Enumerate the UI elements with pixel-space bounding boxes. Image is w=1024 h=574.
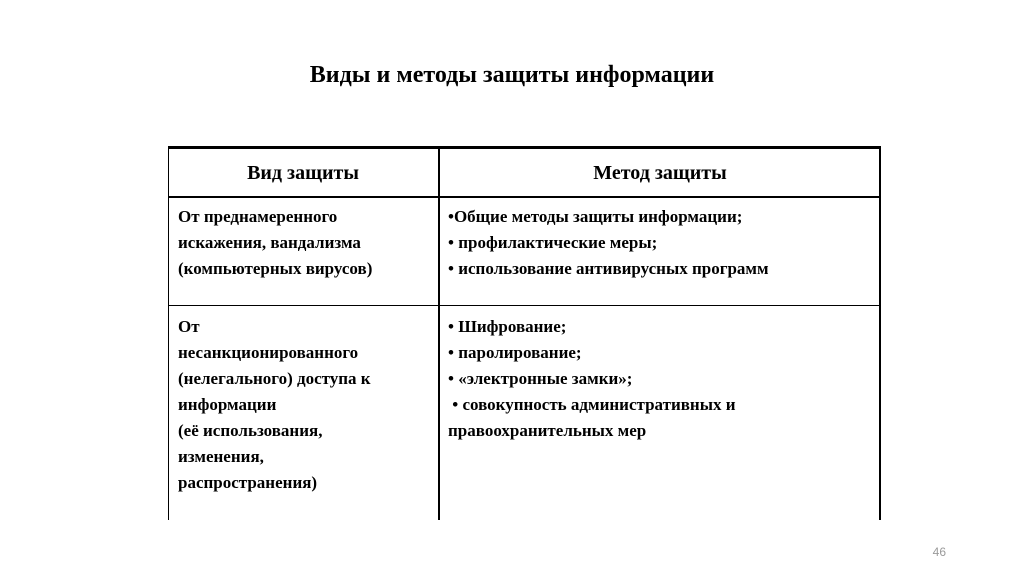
table-top-border — [168, 146, 880, 149]
cell-line: • использование антивирусных программ — [448, 259, 769, 278]
table-column-divider — [438, 146, 440, 520]
table-cell-row1-method — [448, 204, 769, 282]
protection-table — [168, 146, 880, 520]
cell-line: (её использования, — [178, 421, 323, 440]
cell-line: • профилактические меры; — [448, 233, 658, 252]
cell-line: • паролирование; — [448, 343, 582, 362]
page-number: 46 — [932, 545, 946, 559]
table-row-border — [168, 305, 880, 306]
table-right-border — [879, 146, 881, 520]
cell-line: распространения) — [178, 473, 318, 492]
cell-line: (компьютерных вирусов) — [178, 259, 373, 278]
table-cell-row2-method — [448, 314, 736, 444]
cell-line: изменения, — [178, 447, 264, 466]
cell-line: правоохранительных мер — [448, 421, 647, 440]
cell-line: информации — [178, 395, 277, 414]
column-header-method: Метод защиты — [593, 162, 727, 184]
slide-title: Виды и методы защиты информации — [309, 62, 715, 88]
cell-line: • «электронные замки»; — [448, 369, 633, 388]
cell-line: искажения, вандализма — [178, 233, 361, 252]
cell-line: • Шифрование; — [448, 317, 567, 336]
cell-line: От — [178, 317, 200, 336]
table-header-border — [168, 196, 880, 198]
cell-line: • совокупность административных и — [448, 395, 736, 414]
cell-line: несанкционированного — [178, 343, 359, 362]
table-cell-row2-type — [178, 314, 371, 496]
table-left-border — [168, 146, 169, 520]
column-header-type: Вид защиты — [247, 162, 359, 184]
cell-line: От преднамеренного — [178, 207, 338, 226]
table-cell-row1-type — [178, 204, 372, 282]
cell-line: •Общие методы защиты информации; — [448, 207, 743, 226]
cell-line: (нелегального) доступа к — [178, 369, 371, 388]
